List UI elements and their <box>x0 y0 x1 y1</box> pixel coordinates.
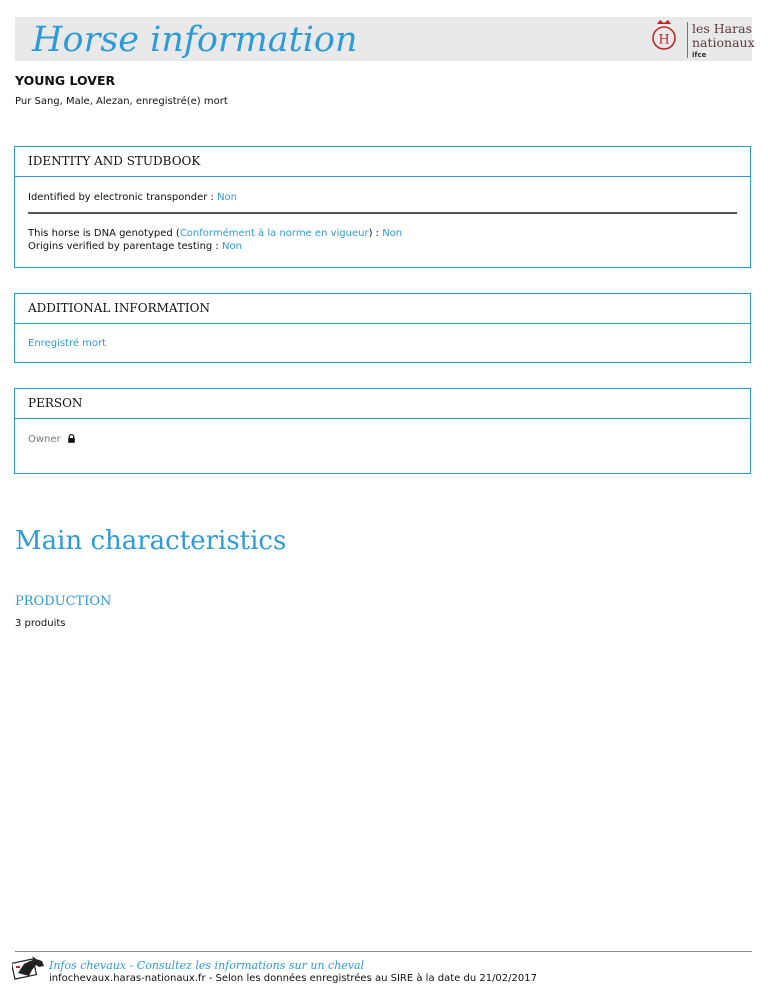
production-heading: PRODUCTION <box>15 594 112 609</box>
registration-status: Enregistré mort <box>28 338 107 349</box>
transponder-row <box>28 192 737 203</box>
svg-text:H: H <box>658 32 670 48</box>
dna-norm-link[interactable]: Conformément à la norme en vigueur <box>179 228 369 239</box>
person-heading: PERSON <box>15 389 750 419</box>
transponder-value: Non <box>217 192 237 203</box>
person-card <box>14 388 751 474</box>
lock-icon <box>67 434 76 443</box>
transponder-label: Identified by electronic transponder : <box>28 192 218 203</box>
horse-name: YOUNG LOVER <box>15 73 116 88</box>
horse-summary: Pur Sang, Male, Alezan, enregistré(e) mort <box>15 96 228 107</box>
footer-source: infochevaux.haras-nationaux.fr - Selon les données enregistrées au SIRE à la date du 21/02/2017 <box>49 973 537 984</box>
logo-sub: ifce <box>692 51 707 59</box>
divider <box>28 212 737 214</box>
dna-row <box>28 228 737 239</box>
origins-label: Origins verified by parentage testing : <box>28 241 222 252</box>
origins-row <box>28 241 737 252</box>
origins-value: Non <box>221 241 242 252</box>
footer-title: Infos chevaux - Consultez les informations sur un cheval <box>49 959 365 972</box>
footer-divider <box>15 951 752 952</box>
logo-separator <box>687 22 688 58</box>
main-characteristics-heading: Main characteristics <box>15 526 287 556</box>
dna-label-after: ) : <box>368 228 383 239</box>
owner-row <box>28 434 737 445</box>
logo-line-1: les Haras <box>692 21 752 36</box>
logo-wordmark <box>692 22 755 50</box>
page-title: Horse information <box>32 20 358 60</box>
horse-head-icon <box>12 955 46 981</box>
identity-card <box>14 146 751 268</box>
logo-line-2: nationaux <box>692 35 755 50</box>
identity-heading: IDENTITY AND STUDBOOK <box>15 147 750 177</box>
production-count: 3 produits <box>15 618 66 629</box>
owner-label: Owner <box>28 434 61 445</box>
additional-card <box>14 293 751 363</box>
dna-label: This horse is DNA genotyped ( <box>28 228 180 239</box>
dna-value: Non <box>382 228 403 239</box>
additional-heading: ADDITIONAL INFORMATION <box>15 294 750 324</box>
